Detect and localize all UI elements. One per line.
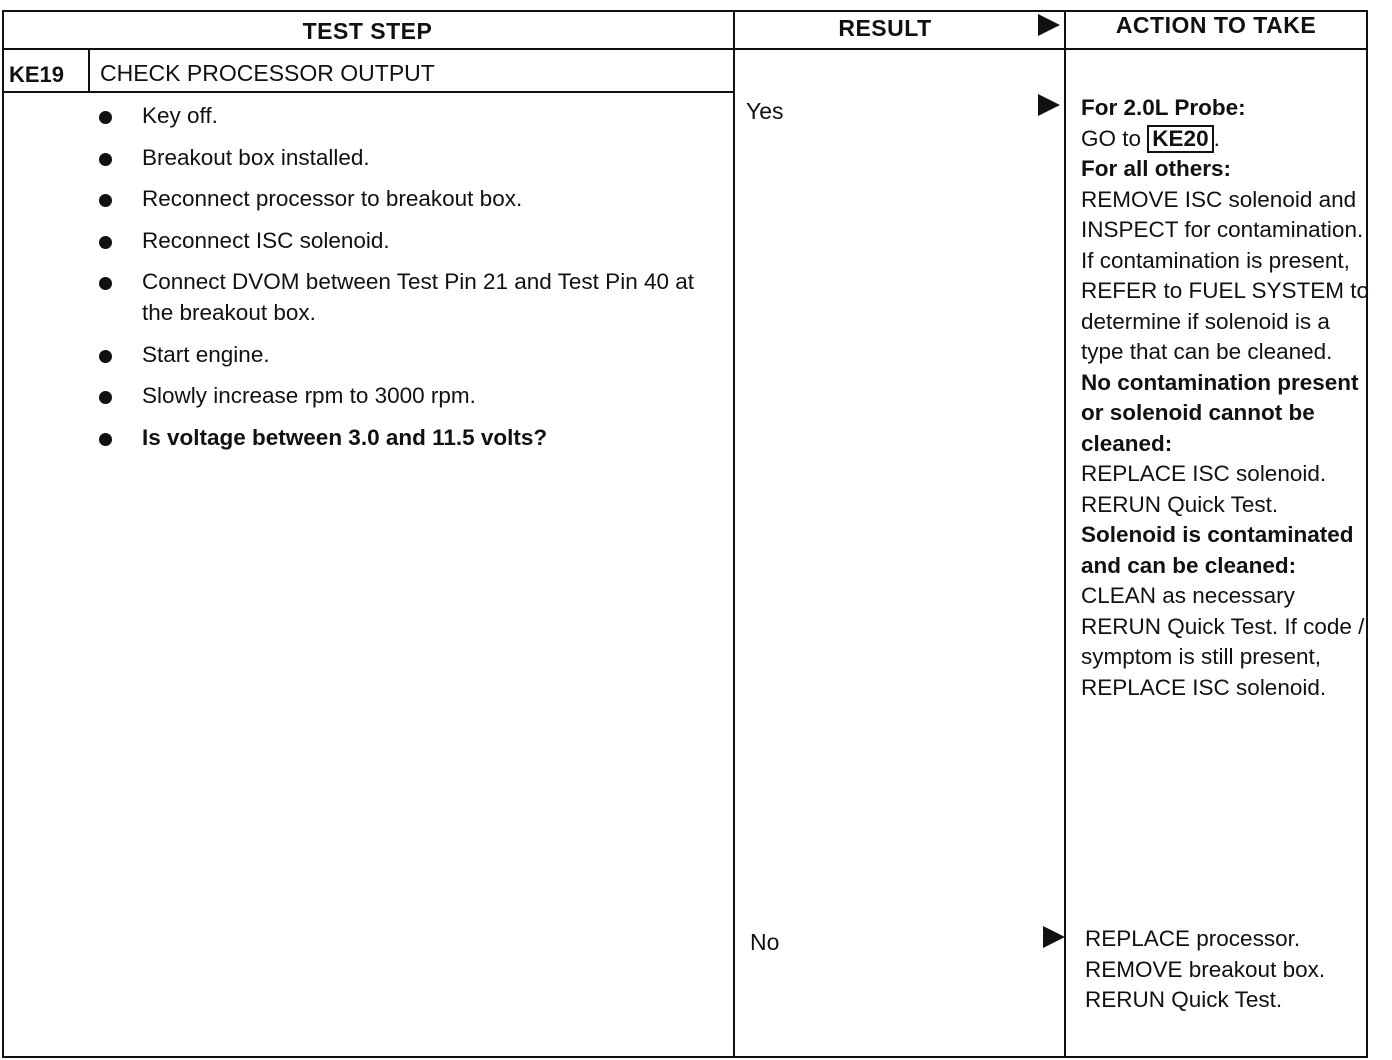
list-item: Reconnect ISC solenoid. — [96, 225, 726, 256]
no-action-text: REPLACE processor. REMOVE breakout box. RERUN Quick Test. — [1085, 926, 1326, 1012]
action-yes — [1081, 93, 1371, 703]
bullet-icon — [99, 111, 112, 124]
procedure-list — [96, 100, 726, 463]
nocontam-heading: No contamination present or solenoid cannot be cleaned: — [1081, 369, 1359, 456]
divider-result-action — [1064, 10, 1066, 1058]
bullet-icon — [99, 350, 112, 363]
bullet-icon — [99, 236, 112, 249]
nocontam-text: REPLACE ISC solenoid. RERUN Quick Test. — [1081, 461, 1327, 517]
result-no-arrow-icon — [1043, 926, 1065, 948]
step-title: CHECK PROCESSOR OUTPUT — [100, 60, 435, 86]
list-item: Reconnect processor to breakout box. — [96, 183, 726, 214]
result-yes: Yes — [746, 98, 784, 124]
result-yes-arrow-icon — [1038, 94, 1060, 116]
header-result: RESULT — [838, 15, 932, 41]
bullet-icon — [99, 277, 112, 290]
goto-ref-ke20: KE20 — [1147, 125, 1213, 153]
others-heading: For all others: — [1081, 156, 1232, 181]
list-item: Connect DVOM between Test Pin 21 and Test Pin 40 at the breakout box. — [96, 266, 726, 328]
others-text: REMOVE ISC solenoid and INSPECT for contamination. If contamination is present, REFER to FUEL SYSTEM to determine if solenoid is a type that can be cleaned. — [1081, 186, 1369, 364]
contam-text: CLEAN as necessary RERUN Quick Test. If code / symptom is still present, REPLACE ISC solenoid. — [1081, 583, 1365, 700]
list-item: Breakout box installed. — [96, 142, 726, 173]
list-item: Start engine. — [96, 339, 726, 370]
list-item: Slowly increase rpm to 3000 rpm. — [96, 380, 726, 411]
list-item-question: Is voltage between 3.0 and 11.5 volts? — [96, 422, 726, 453]
bullet-icon — [99, 433, 112, 446]
contam-heading: Solenoid is contaminated and can be cleaned: — [1081, 522, 1354, 578]
step-id-divider — [88, 48, 90, 93]
result-no: No — [750, 929, 780, 955]
action-no — [1085, 924, 1375, 1016]
step-title-underline — [2, 91, 733, 93]
header-arrow-icon — [1038, 14, 1060, 36]
goto-line: GO to KE20 . — [1081, 125, 1220, 151]
step-id: KE19 — [9, 62, 65, 87]
header-test-step: TEST STEP — [302, 18, 433, 44]
divider-test-result — [733, 10, 735, 1058]
bullet-icon — [99, 153, 112, 166]
header-underline — [2, 48, 1368, 50]
list-item: Key off. — [96, 100, 726, 131]
probe-heading: For 2.0L Probe: — [1081, 95, 1246, 120]
bullet-icon — [99, 391, 112, 404]
header-action: ACTION TO TAKE — [1115, 12, 1317, 38]
bullet-icon — [99, 194, 112, 207]
